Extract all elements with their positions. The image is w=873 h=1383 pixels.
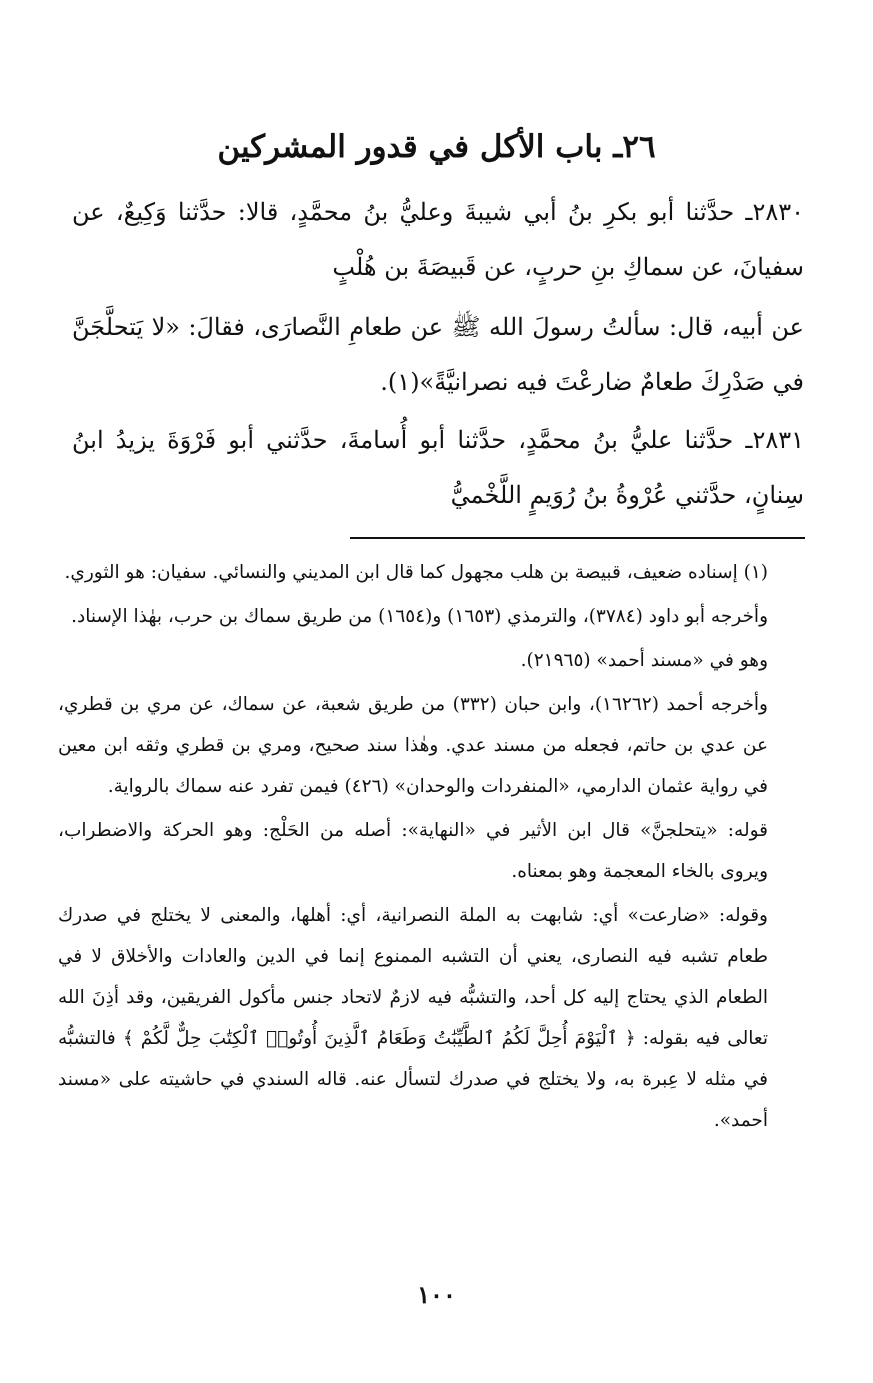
hadith-2830-isnad-text: ٢٨٣٠ـ حدَّثنا أبو بكرِ بنُ أبي شيبةَ وعليُّ بنُ محمَّدٍ، قالا: حدَّثنا وَكِيعٌ، عن سفيانَ، عن سماكِ بنِ حربٍ، عن قَبيصَةَ بن هُلْبٍ <box>72 198 804 281</box>
footnote-divider <box>350 537 805 539</box>
hadith-2831 <box>72 413 844 523</box>
footnote-paragraph: وقوله: «ضارعت» أي: شابهت به الملة النصرانية، أي: أهلها، والمعنى لا يختلج في صدرك طعام تشبه فيه النصارى، يعني أن التشبه الممنوع إنما في الدين والعادات والأخلاق لا في الطعام الذي يحتاج إليه كل أحد، والتشبُّه فيه لازمٌ لاتحاد جنس مأكول الفريقين، وقد أذِنَ الله تعالى فيه بقوله: ﴿ ٱلْيَوْمَ أُحِلَّ لَكُمُ ٱلطَّيِّبَٰتُ وَطَعَامُ ٱلَّذِينَ أُوتُوا۟ ٱلْكِتَٰبَ حِلٌّ لَّكُمْ ﴾ فالتشبُّه في مثله لا عِبرة به، ولا يختلج في صدرك لتسأل عنه. قاله السندي في حاشيته على «مسند أحمد». <box>58 905 768 1131</box>
hadith-2831-text: ٢٨٣١ـ حدَّثنا عليُّ بنُ محمَّدٍ، حدَّثنا أبو أُسامةَ، حدَّثني أبو فَرْوَةَ يزيدُ ابنُ سِنانٍ، حدَّثني عُرْوةُ بنُ رُوَيمٍ اللَّخْميُّ <box>72 426 804 509</box>
footnote-paragraph: وهو في «مسند أحمد» (٢١٩٦٥). <box>520 650 768 671</box>
hadith-2830-matn <box>72 300 844 410</box>
footnote-paragraph: وأخرجه أبو داود (٣٧٨٤)، والترمذي (١٦٥٣) و(١٦٥٤) من طريق سماك بن حرب، بهٰذا الإسناد. <box>71 606 768 627</box>
page-number: ١٠٠ <box>417 1280 456 1309</box>
hadith-2830-isnad <box>72 185 844 295</box>
footnote-paragraph: وأخرجه أحمد (١٦٢٦٢)، وابن حبان (٣٣٢) من طريق شعبة، عن سماك، عن مري بن قطري، عن عدي بن حاتم، فجعله من مسند عدي. وهٰذا سند صحيح، ومري بن قطري وثقه ابن معين في رواية عثمان الدارمي، «المنفردات والوحدان» (٤٢٦) فيمن تفرد عنه سماك بالرواية. <box>58 694 768 797</box>
hadith-2830-matn-text: عن أبيه، قال: سألتُ رسولَ الله ﷺ عن طعامِ النَّصارَى، فقالَ: «لا يَتحلَّجَنَّ في صَدْرِكَ طعامٌ ضارعْتَ فيه نصرانيَّةً»(١). <box>72 313 804 396</box>
footnote-paragraph: قوله: «يتحلجنَّ» قال ابن الأثير في «النهاية»: أصله من الحَلْج: وهو الحركة والاضطراب، ويروى بالخاء المعجمة وهو بمعناه. <box>58 820 768 882</box>
chapter-title: ٢٦ـ باب الأكل في قدور المشركين <box>217 129 656 165</box>
footnote-paragraph: (١) إسناده ضعيف، قبيصة بن هلب مجهول كما قال ابن المديني والنسائي. سفيان: هو الثوري. <box>64 562 768 583</box>
footnotes <box>58 552 806 1144</box>
